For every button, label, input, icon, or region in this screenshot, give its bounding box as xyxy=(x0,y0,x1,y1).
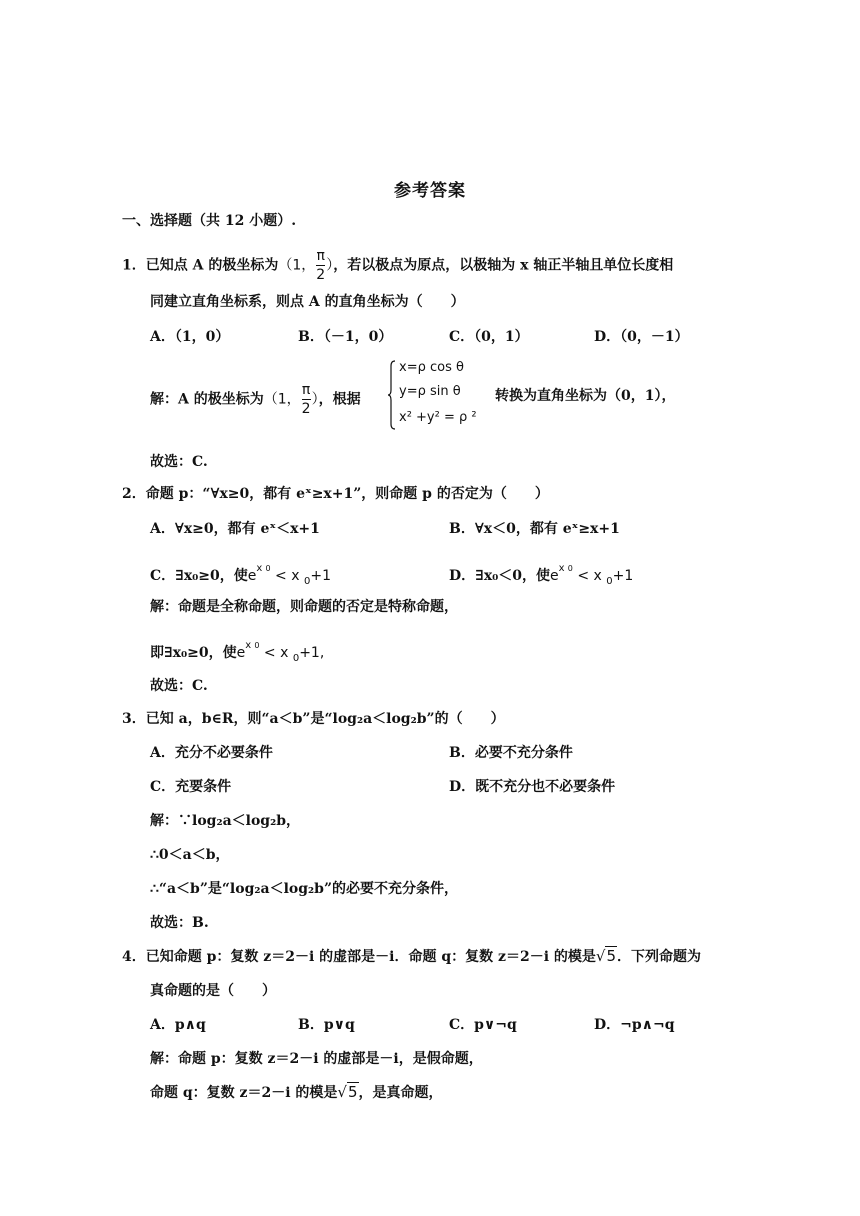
q2-option-d-inequality: $e^{x 0} < x$ $_0$+1 xyxy=(550,563,634,587)
question-1-stem-line1: 1．已知点 A 的极坐标为（1， $\frac{\pi}{2}$ ），若以极点为原点，以极轴为 x 轴正半轴且单位长度相 xyxy=(122,248,674,283)
q3-solution-line1: 解：∵log₂a＜log₂b， xyxy=(150,813,301,829)
q1-solution-line: 解：A 的极坐标为（1， $\frac{\pi}{2}$ ），根据 xyxy=(150,382,361,417)
system-row-2: y=ρ sin θ xyxy=(399,384,461,399)
q2-option-c-inequality: $e^{x 0} < x$ $_0$+1 xyxy=(247,563,331,587)
page-title: 参考答案 xyxy=(394,181,466,201)
q3-solution-line3: ∴“a＜b”是“log₂a＜log₂b”的必要不充分条件， xyxy=(150,881,458,897)
q1-answer: 故选：C. xyxy=(150,454,208,470)
q3-option-b: B．必要不充分条件 xyxy=(449,745,573,761)
q4-option-c: C．p∨¬q xyxy=(449,1017,517,1033)
q4-option-b: B．p∨q xyxy=(298,1017,355,1033)
question-4-stem-line2: 真命题的是（ ） xyxy=(150,983,276,999)
sqrt-5: √5 xyxy=(595,947,617,965)
q4-solution-line2: 命题 q：复数 z＝2－i 的模是√5，是真命题， xyxy=(150,1083,443,1101)
system-row-1: x=ρ cos θ xyxy=(399,360,464,375)
question-1-stem-line2: 同建立直角坐标系，则点 A 的直角坐标为（ ） xyxy=(150,294,465,310)
q2-option-c: C．∃x₀≥0，使$e^{x 0} < x$ $_0$+1 xyxy=(150,563,331,587)
q2-solution-line1: 解：命题是全称命题，则命题的否定是特称命题， xyxy=(150,599,458,615)
system-row-3: x² +y² = ρ ² xyxy=(399,410,477,425)
q2-solution-inequality: $e^{x 0} < x$ $_0$+1, xyxy=(236,640,325,664)
q2-option-a: A．∀x≥0，都有 eˣ＜x+1 xyxy=(150,521,320,537)
polar-conversion-system xyxy=(388,358,488,434)
pi-over-2-fraction-solution: $\frac{\pi}{2}$ xyxy=(301,382,311,417)
question-4-stem-line1: 4．已知命题 p：复数 z＝2－i 的虚部是－i．命题 q：复数 z＝2－i 的模是√5．下列命题为 xyxy=(122,947,702,965)
section-heading: 一、选择题（共 12 小题）. xyxy=(122,213,297,229)
q2-answer: 故选：C. xyxy=(150,678,208,694)
question-2-stem: 2．命题 p：“∀x≥0，都有 eˣ≥x+1”，则命题 p 的否定为（ ） xyxy=(122,486,549,502)
q1-option-d: D．（0，－1） xyxy=(594,329,689,345)
q1-option-a: A．（1，0） xyxy=(150,329,230,345)
left-brace-icon xyxy=(388,360,396,430)
q2-solution-line2: 即∃x₀≥0，使$e^{x 0} < x$ $_0$+1, xyxy=(150,640,325,664)
q2-option-b: B．∀x＜0，都有 eˣ≥x+1 xyxy=(449,521,620,537)
q4-solution-line1: 解：命题 p：复数 z＝2－i 的虚部是－i，是假命题， xyxy=(150,1051,483,1067)
q2-option-d: D．∃x₀＜0，使$e^{x 0} < x$ $_0$+1 xyxy=(449,563,634,587)
sqrt-5-solution: √5 xyxy=(337,1083,358,1101)
question-3-stem: 3．已知 a，b∈R，则“a＜b”是“log₂a＜log₂b”的（ ） xyxy=(122,711,505,727)
q3-option-c: C．充要条件 xyxy=(150,779,232,795)
q4-option-d: D．¬p∧¬q xyxy=(594,1017,675,1033)
q4-option-a: A．p∧q xyxy=(150,1017,206,1033)
q3-answer: 故选：B. xyxy=(150,915,209,931)
q3-option-d: D．既不充分也不必要条件 xyxy=(449,779,616,795)
q1-option-b: B．（－1，0） xyxy=(298,329,393,345)
pi-over-2-fraction: $\frac{\pi}{2}$ xyxy=(316,248,326,283)
q3-option-a: A．充分不必要条件 xyxy=(150,745,273,761)
q1-solution-result: 转换为直角坐标为（0，1）， xyxy=(495,388,676,404)
q1-option-c: C．（0，1） xyxy=(449,329,529,345)
q3-solution-line2: ∴0＜a＜b， xyxy=(150,847,230,863)
